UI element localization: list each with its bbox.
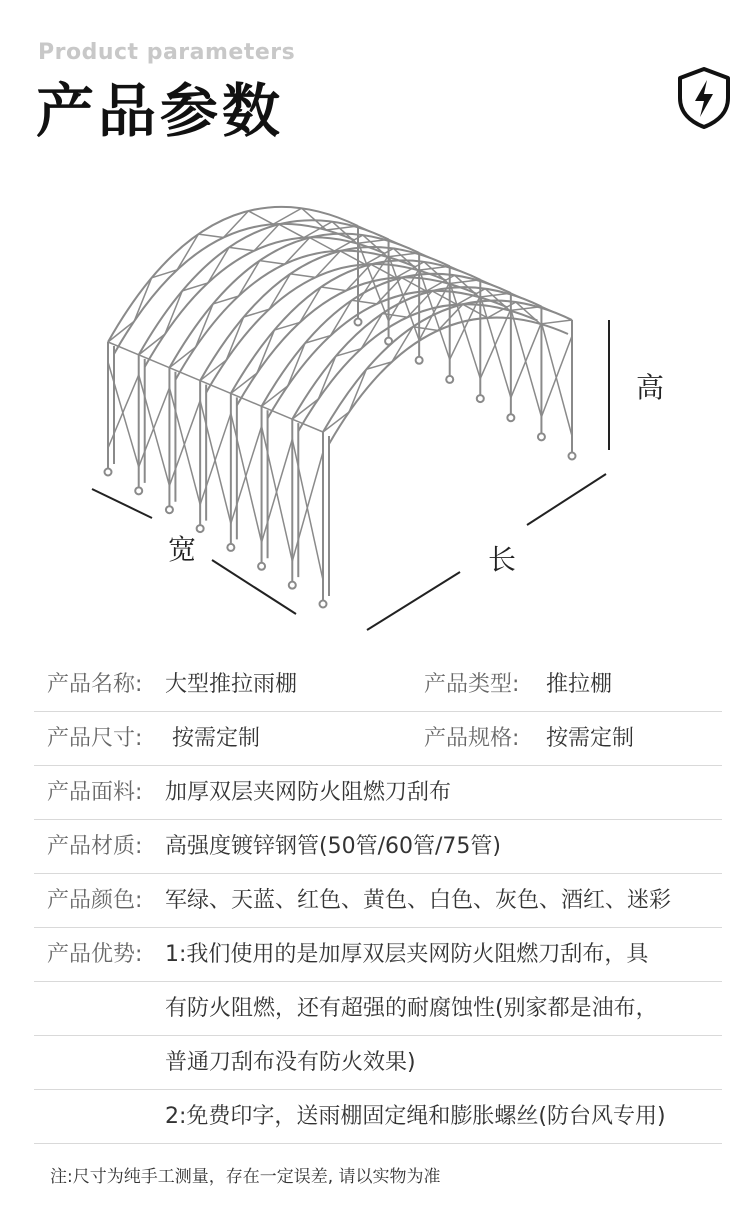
param-row-fabric <box>34 766 722 820</box>
product-size-value: 按需定制 <box>172 726 261 751</box>
param-row-advantage-cont <box>34 1036 722 1090</box>
footer-note: 注:尺寸为纯手工测量，存在一定误差, 请以实物为准 <box>50 1167 441 1187</box>
product-name-label: 产品名称: <box>47 672 143 697</box>
length-line-upper <box>527 474 606 525</box>
product-fabric-label: 产品面料: <box>47 780 143 805</box>
product-color-value: 军绿、天蓝、红色、黄色、白色、灰色、酒红、迷彩 <box>165 888 672 913</box>
length-line-lower <box>367 572 460 630</box>
length-label: 长 <box>488 543 517 576</box>
product-advantage-line-3: 普通刀刮布没有防火效果) <box>165 1050 416 1075</box>
product-type-label: 产品类型: <box>424 672 520 697</box>
width-line-upper <box>92 489 152 518</box>
param-row-material <box>34 820 722 874</box>
product-material-value: 高强度镀锌钢管(50管/60管/75管) <box>165 834 501 859</box>
param-row-name-type <box>34 658 722 712</box>
param-row-advantage <box>34 928 722 982</box>
product-spec-label: 产品规格: <box>424 726 520 751</box>
param-row-size-spec <box>34 712 722 766</box>
param-row-color <box>34 874 722 928</box>
param-row-advantage-cont <box>34 1090 722 1144</box>
subtitle-en: Product parameters <box>38 40 296 65</box>
height-label: 高 <box>636 371 665 404</box>
product-name-value: 大型推拉雨棚 <box>165 672 298 697</box>
params-table <box>34 658 722 1144</box>
product-fabric-value: 加厚双层夹网防火阻燃刀刮布 <box>165 780 452 805</box>
product-advantage-line-2: 有防火阻燃，还有超强的耐腐蚀性(别家都是油布， <box>165 996 658 1021</box>
product-color-label: 产品颜色: <box>47 888 143 913</box>
product-material-label: 产品材质: <box>47 834 143 859</box>
canopy-frame-diagram <box>0 180 750 640</box>
width-label: 宽 <box>168 533 197 566</box>
product-advantage-line-4: 2:免费印字，送雨棚固定绳和膨胀螺丝(防台风专用) <box>165 1104 666 1129</box>
product-type-value: 推拉棚 <box>546 672 613 697</box>
shield-lightning-icon <box>676 66 732 130</box>
width-line-lower <box>212 560 296 614</box>
page-title: 产品参数 <box>36 77 285 145</box>
product-size-label: 产品尺寸: <box>47 726 143 751</box>
product-advantage-line-1: 1:我们使用的是加厚双层夹网防火阻燃刀刮布，具 <box>165 942 649 967</box>
product-advantage-label: 产品优势: <box>47 942 143 967</box>
product-spec-value: 按需定制 <box>546 726 635 751</box>
param-row-advantage-cont <box>34 982 722 1036</box>
